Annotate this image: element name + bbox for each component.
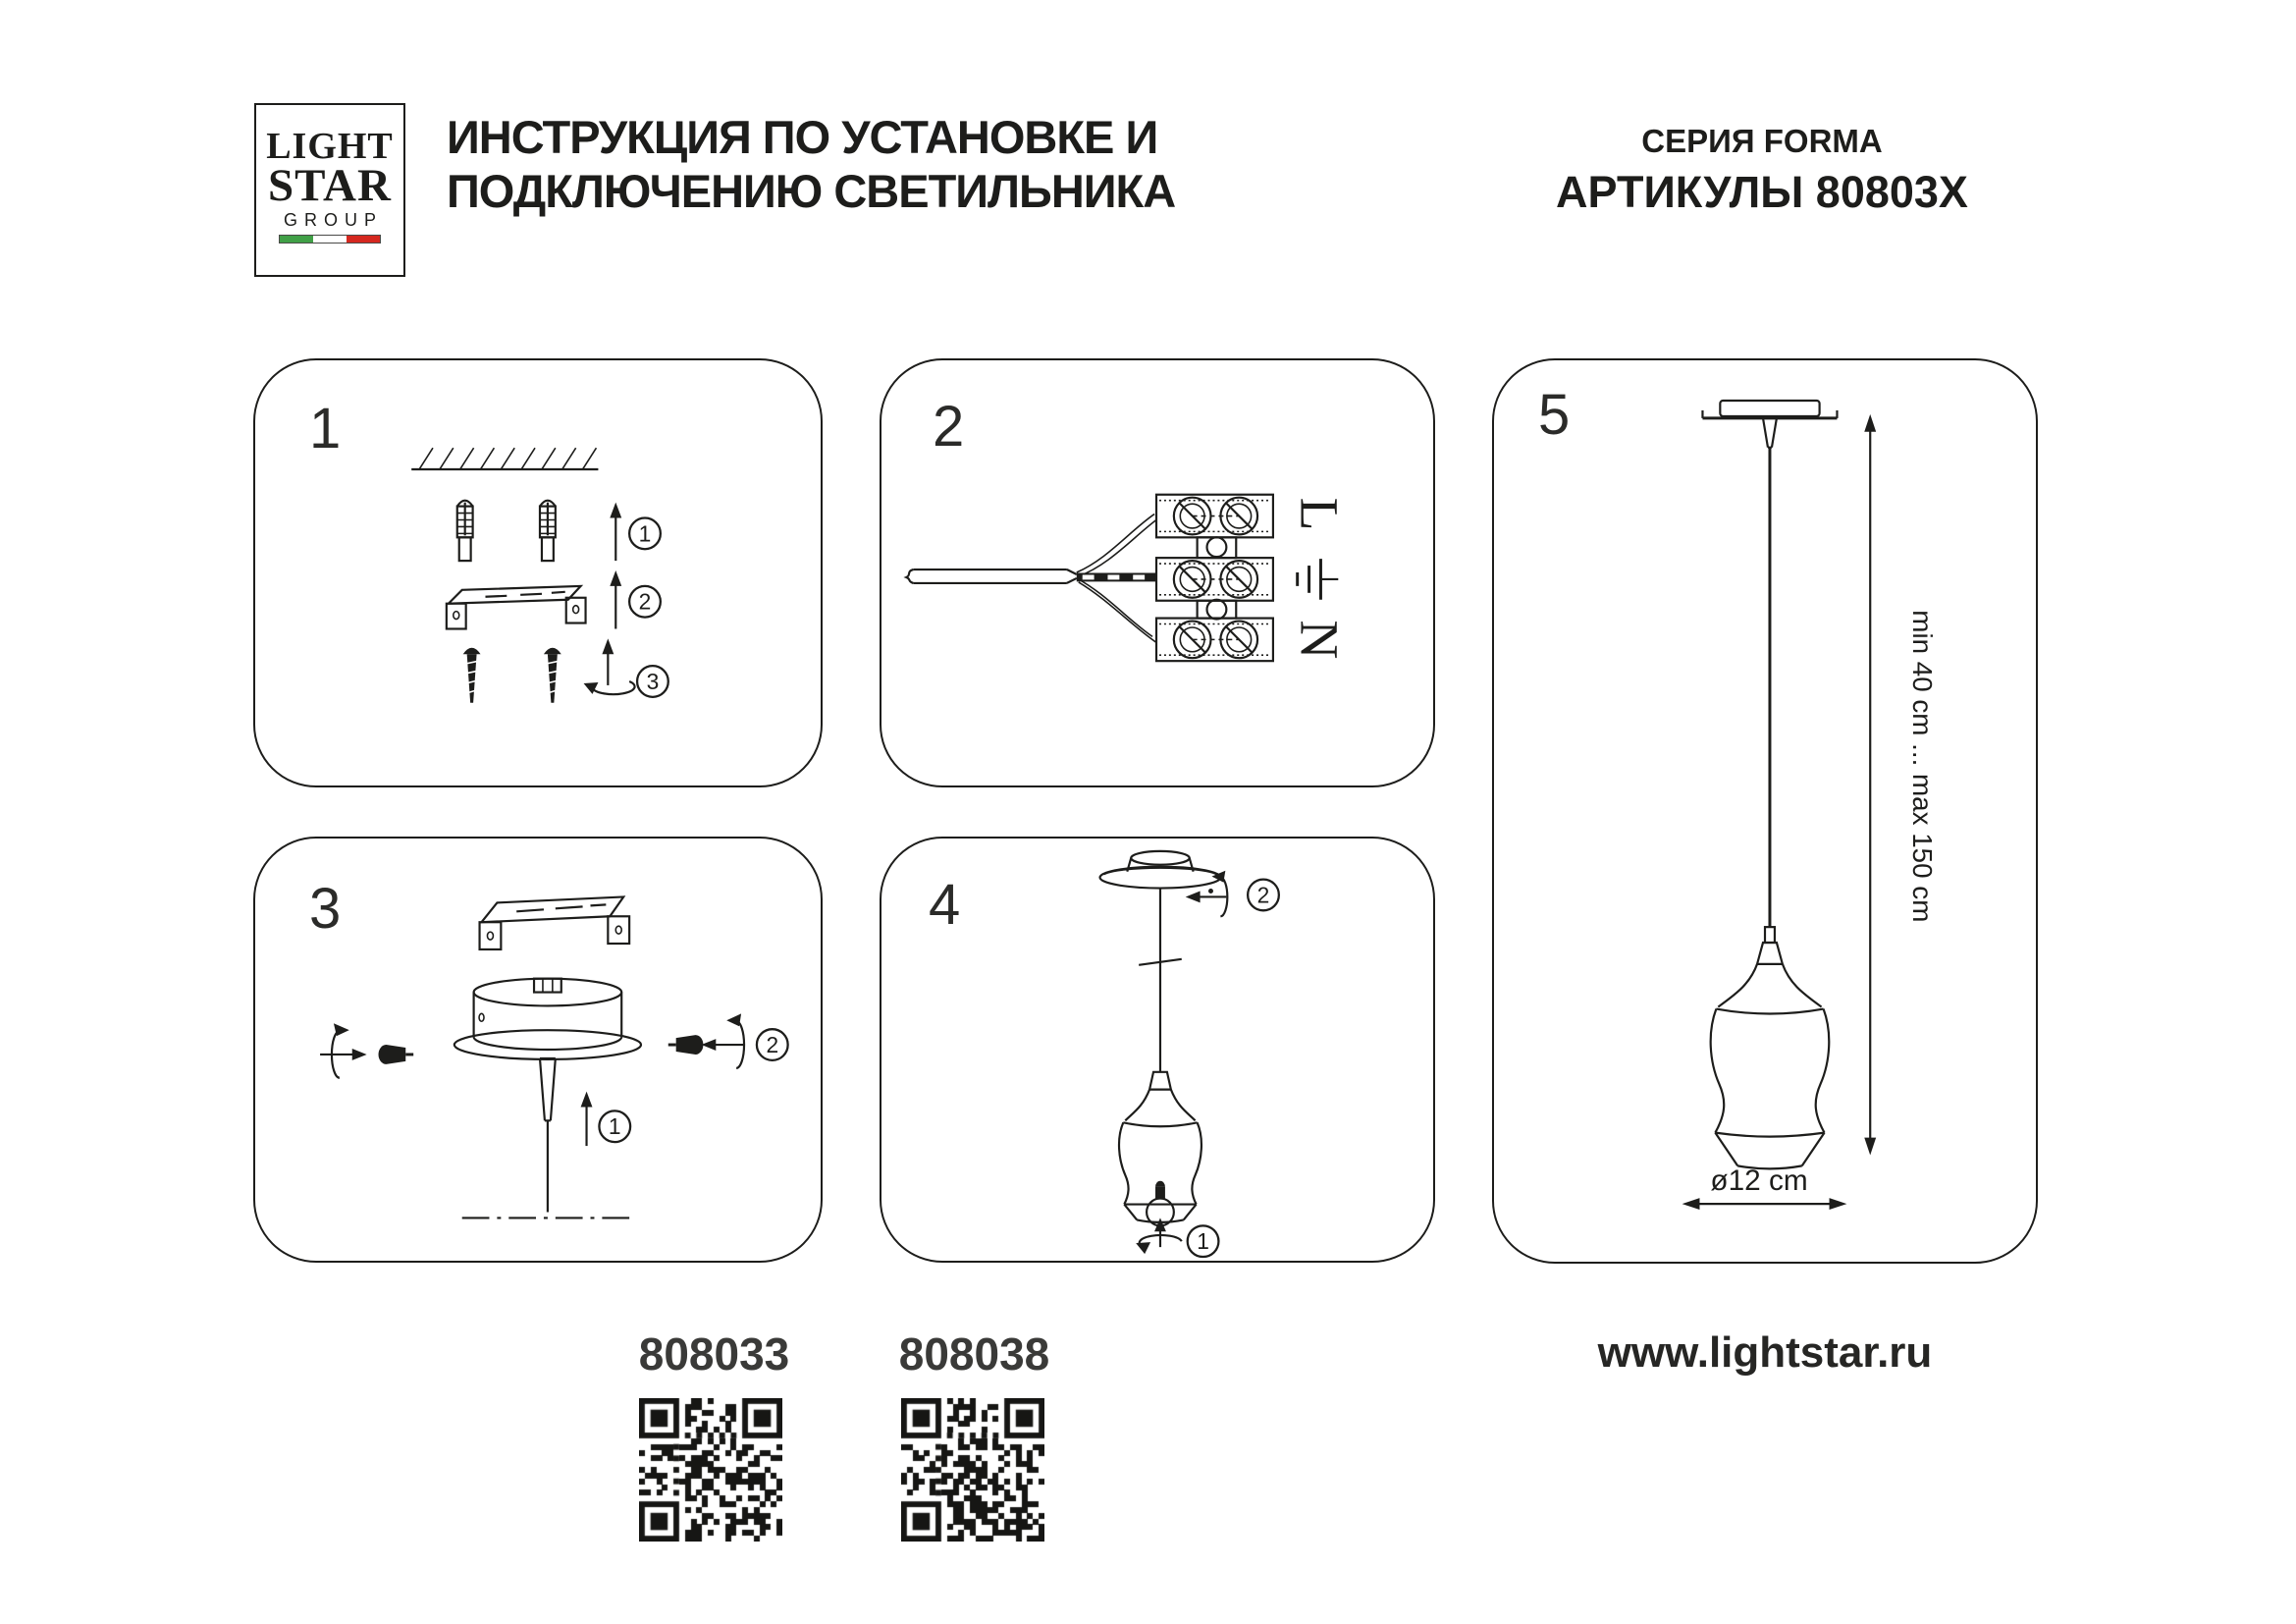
svg-text:2: 2	[638, 588, 652, 615]
logo-word-group: GROUP	[283, 210, 383, 230]
step-badge-2	[1248, 880, 1279, 911]
lamp-shade	[1711, 943, 1830, 1168]
article-number-808038: 808038	[898, 1328, 1050, 1380]
title-line-2: ПОДКЛЮЧЕНИЮ СВЕТИЛЬНИКА	[447, 165, 1176, 217]
svg-text:1: 1	[608, 1113, 621, 1140]
neutral-wire	[1077, 578, 1156, 642]
step-number-2: 2	[933, 395, 965, 459]
terminal-label-neutral	[1289, 620, 1349, 659]
cord-connector	[1765, 927, 1775, 943]
diameter-dimension-label: ø12 cm	[1710, 1164, 1808, 1198]
step-badge-1	[629, 518, 661, 550]
mains-cable	[906, 569, 1076, 583]
svg-text:1: 1	[638, 520, 652, 547]
ceiling-canopy	[454, 979, 641, 1059]
flag-white-segment	[313, 236, 347, 243]
svg-text:1: 1	[1197, 1228, 1209, 1255]
article-number-808033: 808033	[638, 1328, 790, 1380]
terminal-block	[1156, 495, 1273, 661]
series-info	[1531, 122, 1993, 218]
series-name: СЕРИЯ FORMA	[1641, 123, 1883, 159]
rotation-icon-right	[701, 1013, 744, 1067]
step-4-figure	[881, 839, 1433, 1261]
step-panel-1	[253, 358, 823, 787]
screw-rotation-icon	[584, 638, 635, 694]
svg-text:2: 2	[1256, 882, 1270, 908]
flag-red-segment	[347, 236, 380, 243]
step-number-1: 1	[309, 397, 342, 460]
step-badge-3	[637, 666, 668, 697]
screw-right-horizontal	[668, 1035, 704, 1055]
step-number-3: 3	[309, 877, 342, 941]
wall-plug-left	[457, 501, 473, 561]
rotation-icon-left	[320, 1023, 367, 1077]
screw-left	[463, 648, 481, 703]
terminal-row-neutral	[1156, 619, 1273, 662]
logo-word-light: LIGHT	[266, 126, 394, 167]
svg-text:N: N	[1288, 620, 1349, 660]
lift-arrow-step1	[581, 1092, 593, 1146]
qr-code-article2	[901, 1398, 1044, 1542]
diameter-dimension-arrow	[1682, 1198, 1847, 1210]
step-2-wiring-figure	[881, 360, 1433, 785]
terminal-row-earth	[1156, 558, 1273, 601]
wall-plug-right	[540, 501, 556, 561]
step-number-5: 5	[1538, 383, 1571, 447]
step-5-dimensions-figure	[1494, 360, 2036, 1262]
step-1-figure	[255, 360, 821, 785]
rotation-icon-top	[1186, 871, 1228, 917]
step-panel-4	[880, 837, 1435, 1263]
terminal-label-live	[1289, 498, 1349, 531]
lamp-shade	[1119, 1072, 1201, 1222]
screw-right	[544, 648, 561, 703]
height-dimension-arrow	[1864, 414, 1876, 1156]
svg-text:3: 3	[646, 668, 660, 694]
cord-grip-cone	[540, 1058, 556, 1120]
step-3-figure	[255, 839, 821, 1261]
step-badge-2	[629, 586, 661, 618]
logo-word-star: STAR	[268, 160, 392, 211]
italian-flag-stripe	[279, 235, 381, 244]
svg-text:2: 2	[766, 1031, 779, 1057]
mounting-bracket	[480, 896, 630, 949]
mounting-bracket	[447, 586, 586, 629]
ceiling-plate	[1702, 401, 1837, 418]
ceiling-canopy	[1100, 851, 1221, 893]
terminal-row-live	[1156, 495, 1273, 538]
screw-left-horizontal	[379, 1045, 414, 1064]
step-badge-1	[1188, 1225, 1219, 1257]
website-url: www.lightstar.ru	[1597, 1328, 1933, 1377]
live-wire	[1077, 514, 1156, 576]
svg-text:L: L	[1288, 497, 1349, 531]
step-panel-5	[1492, 358, 2038, 1264]
bulb-rotation-icon	[1136, 1218, 1182, 1254]
title-line-1: ИНСТРУКЦИЯ ПО УСТАНОВКЕ И	[447, 111, 1158, 163]
lift-arrow-step2	[610, 570, 621, 628]
step-badge-1	[599, 1110, 630, 1142]
flag-green-segment	[280, 236, 313, 243]
step-panel-2	[880, 358, 1435, 787]
cord-grip-cone	[1763, 418, 1777, 448]
step-badge-2	[757, 1029, 788, 1060]
step-panel-3	[253, 837, 823, 1263]
insert-arrow-step1	[610, 503, 621, 561]
qr-code-article1	[639, 1398, 782, 1542]
height-dimension-label: min 40 cm ... max 150 cm	[1906, 610, 1938, 923]
lightstar-logo	[254, 103, 405, 277]
ceiling-hatching	[411, 448, 598, 469]
step-number-4: 4	[929, 873, 961, 937]
earth-symbol	[1298, 559, 1339, 600]
page-title	[447, 110, 1175, 218]
articles-label: АРТИКУЛЫ 80803X	[1556, 167, 1968, 217]
